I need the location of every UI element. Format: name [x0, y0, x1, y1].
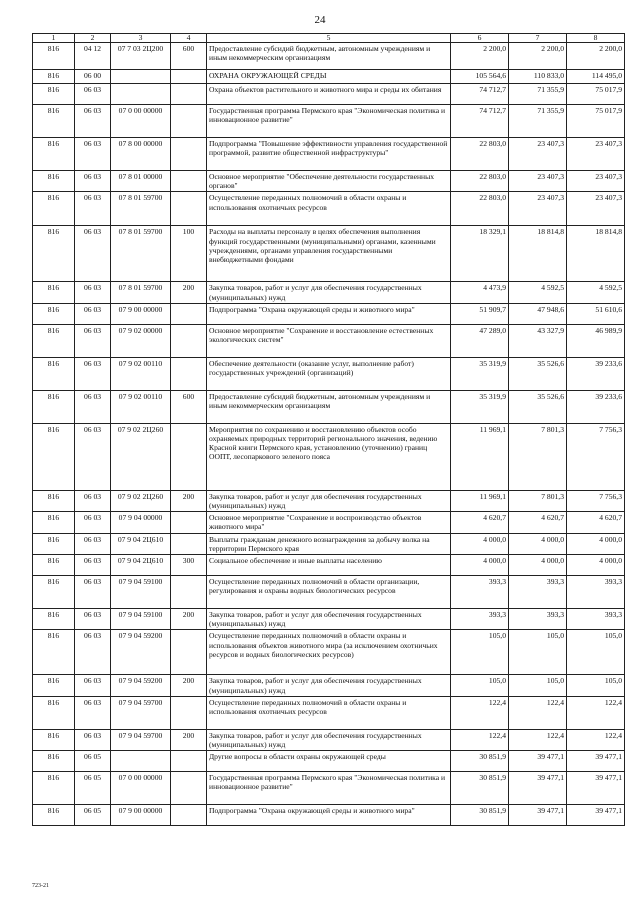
grbs-code-cell: 816: [33, 282, 75, 303]
amount-year1-cell: 22 803,0: [451, 192, 509, 226]
amount-year3-cell: 23 407,3: [567, 192, 625, 226]
section-code-cell: 04 12: [75, 43, 111, 70]
amount-year1-cell: 35 319,9: [451, 390, 509, 423]
target-article-cell: 07 9 02 00110: [111, 357, 171, 390]
grbs-code-cell: 816: [33, 772, 75, 805]
amount-year2-cell: 4 620,7: [509, 512, 567, 533]
section-code-cell: 06 03: [75, 696, 111, 729]
amount-year2-cell: 393,3: [509, 576, 567, 609]
section-code-cell: 06 03: [75, 630, 111, 675]
amount-year2-cell: 23 407,3: [509, 171, 567, 192]
amount-year3-cell: 4 620,7: [567, 512, 625, 533]
description-cell: Другие вопросы в области охраны окружающей среды: [207, 751, 451, 772]
section-code-cell: 06 03: [75, 324, 111, 357]
description-cell: Основное мероприятие "Обеспечение деятельности государственных органов": [207, 171, 451, 192]
amount-year1-cell: 18 329,1: [451, 226, 509, 282]
grbs-code-cell: 816: [33, 138, 75, 171]
column-header: 2: [75, 34, 111, 43]
table-row: [33, 84, 625, 105]
expense-type-cell: 100: [171, 226, 207, 282]
amount-year3-cell: 39 477,1: [567, 805, 625, 826]
amount-year3-cell: 75 017,9: [567, 84, 625, 105]
amount-year3-cell: 114 495,0: [567, 70, 625, 84]
amount-year2-cell: 39 477,1: [509, 772, 567, 805]
description-cell: Предоставление субсидий бюджетным, автономным учреждениям и иным некоммерческим организациям: [207, 43, 451, 70]
amount-year3-cell: 105,0: [567, 630, 625, 675]
table-row: [33, 138, 625, 171]
table-row: [33, 390, 625, 423]
column-header: 3: [111, 34, 171, 43]
amount-year3-cell: 23 407,3: [567, 171, 625, 192]
grbs-code-cell: 816: [33, 576, 75, 609]
target-article-cell: 07 9 02 00110: [111, 390, 171, 423]
target-article-cell: 07 9 04 59200: [111, 630, 171, 675]
table-row: [33, 490, 625, 511]
amount-year1-cell: 11 969,1: [451, 423, 509, 490]
expense-type-cell: [171, 696, 207, 729]
expense-type-cell: 200: [171, 282, 207, 303]
amount-year2-cell: 4 000,0: [509, 533, 567, 554]
description-cell: Закупка товаров, работ и услуг для обеспечения государственных (муниципальных) нужд: [207, 490, 451, 511]
section-code-cell: 06 03: [75, 357, 111, 390]
description-cell: Осуществление переданных полномочий в области организации, регулирования и охраны водных биологических ресурсов: [207, 576, 451, 609]
amount-year2-cell: 7 801,3: [509, 423, 567, 490]
expense-type-cell: [171, 84, 207, 105]
description-cell: Осуществление переданных полномочий в области охраны и использования объектов животного мира (за исключением охотничьих ресурсов и водных биологических ресурсов): [207, 630, 451, 675]
amount-year2-cell: 4 000,0: [509, 555, 567, 576]
table-row: [33, 282, 625, 303]
amount-year3-cell: 39 233,6: [567, 390, 625, 423]
target-article-cell: 07 9 04 00000: [111, 512, 171, 533]
section-code-cell: 06 03: [75, 282, 111, 303]
section-code-cell: 06 03: [75, 576, 111, 609]
target-article-cell: 07 8 01 59700: [111, 282, 171, 303]
description-cell: Осуществление переданных полномочий в области охраны и использования охотничьих ресурсов: [207, 192, 451, 226]
expense-type-cell: [171, 171, 207, 192]
description-cell: Закупка товаров, работ и услуг для обеспечения государственных (муниципальных) нужд: [207, 282, 451, 303]
amount-year2-cell: 105,0: [509, 630, 567, 675]
expense-type-cell: 300: [171, 555, 207, 576]
grbs-code-cell: 816: [33, 192, 75, 226]
amount-year3-cell: 393,3: [567, 576, 625, 609]
expense-type-cell: [171, 805, 207, 826]
amount-year1-cell: 393,3: [451, 576, 509, 609]
description-cell: Расходы на выплаты персоналу в целях обеспечения выполнения функций государственными (муниципальными) органами, казенными учреждениями, органами управления государственными внебюджетными фондами: [207, 226, 451, 282]
amount-year1-cell: 11 969,1: [451, 490, 509, 511]
target-article-cell: 07 0 00 00000: [111, 105, 171, 138]
section-code-cell: 06 03: [75, 105, 111, 138]
description-cell: Социальное обеспечение и иные выплаты населению: [207, 555, 451, 576]
expense-type-cell: 200: [171, 609, 207, 630]
expense-type-cell: 600: [171, 390, 207, 423]
expense-type-cell: [171, 533, 207, 554]
amount-year2-cell: 23 407,3: [509, 138, 567, 171]
amount-year2-cell: 122,4: [509, 729, 567, 750]
grbs-code-cell: 816: [33, 84, 75, 105]
expense-type-cell: [171, 576, 207, 609]
amount-year3-cell: 75 017,9: [567, 105, 625, 138]
table-row: [33, 729, 625, 750]
grbs-code-cell: 816: [33, 490, 75, 511]
section-code-cell: 06 03: [75, 226, 111, 282]
amount-year1-cell: 47 289,0: [451, 324, 509, 357]
expense-type-cell: [171, 324, 207, 357]
target-article-cell: 07 9 04 2Ц610: [111, 555, 171, 576]
expense-type-cell: [171, 192, 207, 226]
section-code-cell: 06 03: [75, 423, 111, 490]
amount-year1-cell: 51 909,7: [451, 303, 509, 324]
section-code-cell: 06 03: [75, 609, 111, 630]
amount-year3-cell: 18 814,8: [567, 226, 625, 282]
amount-year2-cell: 110 833,0: [509, 70, 567, 84]
table-row: [33, 576, 625, 609]
page-number: 24: [314, 14, 326, 26]
amount-year1-cell: 30 851,9: [451, 805, 509, 826]
section-code-cell: 06 00: [75, 70, 111, 84]
amount-year3-cell: 122,4: [567, 696, 625, 729]
expense-type-cell: [171, 630, 207, 675]
amount-year2-cell: 105,0: [509, 675, 567, 696]
target-article-cell: 07 9 02 2Ц260: [111, 490, 171, 511]
section-code-cell: 06 03: [75, 512, 111, 533]
amount-year1-cell: 122,4: [451, 696, 509, 729]
section-code-cell: 06 05: [75, 772, 111, 805]
amount-year1-cell: 122,4: [451, 729, 509, 750]
target-article-cell: 07 9 02 00000: [111, 324, 171, 357]
section-code-cell: 06 03: [75, 729, 111, 750]
amount-year2-cell: 39 477,1: [509, 805, 567, 826]
grbs-code-cell: 816: [33, 805, 75, 826]
target-article-cell: 07 8 01 59700: [111, 192, 171, 226]
amount-year1-cell: 2 200,0: [451, 43, 509, 70]
section-code-cell: 06 03: [75, 675, 111, 696]
description-cell: Закупка товаров, работ и услуг для обеспечения государственных (муниципальных) нужд: [207, 675, 451, 696]
amount-year3-cell: 39 233,6: [567, 357, 625, 390]
target-article-cell: 07 9 04 59700: [111, 696, 171, 729]
section-code-cell: 06 05: [75, 805, 111, 826]
description-cell: Основное мероприятие "Сохранение и восстановление естественных экологических систем": [207, 324, 451, 357]
amount-year2-cell: 23 407,3: [509, 192, 567, 226]
target-article-cell: 07 9 02 2Ц260: [111, 423, 171, 490]
table-row: [33, 772, 625, 805]
target-article-cell: [111, 751, 171, 772]
amount-year2-cell: 47 948,6: [509, 303, 567, 324]
expense-type-cell: 200: [171, 729, 207, 750]
grbs-code-cell: 816: [33, 43, 75, 70]
amount-year2-cell: 2 200,0: [509, 43, 567, 70]
section-code-cell: 06 03: [75, 138, 111, 171]
grbs-code-cell: 816: [33, 226, 75, 282]
expense-type-cell: [171, 105, 207, 138]
amount-year3-cell: 105,0: [567, 675, 625, 696]
amount-year1-cell: 105,0: [451, 675, 509, 696]
amount-year3-cell: 23 407,3: [567, 138, 625, 171]
target-article-cell: 07 7 03 2Ц200: [111, 43, 171, 70]
grbs-code-cell: 816: [33, 512, 75, 533]
description-cell: Обеспечение деятельности (оказание услуг, выполнение работ) государственных учреждений (организаций): [207, 357, 451, 390]
table-row: [33, 423, 625, 490]
grbs-code-cell: 816: [33, 533, 75, 554]
column-header-row: [33, 34, 625, 43]
grbs-code-cell: 816: [33, 751, 75, 772]
target-article-cell: 07 8 00 00000: [111, 138, 171, 171]
target-article-cell: 07 9 04 59100: [111, 576, 171, 609]
table-row: [33, 805, 625, 826]
table-row: [33, 675, 625, 696]
table-row: [33, 324, 625, 357]
grbs-code-cell: 816: [33, 357, 75, 390]
table-row: [33, 533, 625, 554]
grbs-code-cell: 816: [33, 303, 75, 324]
target-article-cell: 07 8 01 00000: [111, 171, 171, 192]
description-cell: Подпрограмма "Повышение эффективности управления государственной программой, развитие общественной инфраструктуры": [207, 138, 451, 171]
table-row: [33, 43, 625, 70]
grbs-code-cell: 816: [33, 630, 75, 675]
amount-year3-cell: 4 592,5: [567, 282, 625, 303]
amount-year3-cell: 2 200,0: [567, 43, 625, 70]
amount-year1-cell: 393,3: [451, 609, 509, 630]
amount-year2-cell: 122,4: [509, 696, 567, 729]
grbs-code-cell: 816: [33, 324, 75, 357]
footer-code: 723-21: [32, 883, 49, 889]
table-row: [33, 226, 625, 282]
amount-year2-cell: 71 355,9: [509, 84, 567, 105]
table-row: [33, 192, 625, 226]
amount-year2-cell: 7 801,3: [509, 490, 567, 511]
column-header: 5: [207, 34, 451, 43]
amount-year2-cell: 393,3: [509, 609, 567, 630]
amount-year2-cell: 71 355,9: [509, 105, 567, 138]
description-cell: Подпрограмма "Охрана окружающей среды и животного мира": [207, 303, 451, 324]
column-header: 8: [567, 34, 625, 43]
table-row: [33, 609, 625, 630]
table-row: [33, 357, 625, 390]
amount-year2-cell: 35 526,6: [509, 357, 567, 390]
amount-year1-cell: 30 851,9: [451, 772, 509, 805]
grbs-code-cell: 816: [33, 105, 75, 138]
amount-year2-cell: 18 814,8: [509, 226, 567, 282]
description-cell: Государственная программа Пермского края "Экономическая политика и инновационное развитие": [207, 772, 451, 805]
amount-year1-cell: 4 000,0: [451, 555, 509, 576]
amount-year1-cell: 22 803,0: [451, 171, 509, 192]
table-row: [33, 555, 625, 576]
amount-year3-cell: 39 477,1: [567, 772, 625, 805]
grbs-code-cell: 816: [33, 390, 75, 423]
description-cell: Закупка товаров, работ и услуг для обеспечения государственных (муниципальных) нужд: [207, 609, 451, 630]
grbs-code-cell: 816: [33, 70, 75, 84]
expense-type-cell: [171, 70, 207, 84]
section-code-cell: 06 03: [75, 533, 111, 554]
description-cell: Осуществление переданных полномочий в области охраны и использования охотничьих ресурсов: [207, 696, 451, 729]
description-cell: Выплаты гражданам денежного вознаграждения за добычу волка на территории Пермского края: [207, 533, 451, 554]
table-row: [33, 303, 625, 324]
table-row: [33, 171, 625, 192]
expense-type-cell: 200: [171, 675, 207, 696]
amount-year3-cell: 51 610,6: [567, 303, 625, 324]
description-cell: Мероприятия по сохранению и восстановлению объектов особо охраняемых природных территорий регионального значения, ведению Красной книги Пермского края, установлению (уточнению) границ ООПТ, лесопаркового зеленого пояса: [207, 423, 451, 490]
target-article-cell: 07 9 04 2Ц610: [111, 533, 171, 554]
description-cell: Охрана объектов растительного и животного мира и среды их обитания: [207, 84, 451, 105]
section-code-cell: 06 03: [75, 555, 111, 576]
amount-year1-cell: 74 712,7: [451, 84, 509, 105]
column-header: 4: [171, 34, 207, 43]
section-code-cell: 06 03: [75, 171, 111, 192]
amount-year1-cell: 74 712,7: [451, 105, 509, 138]
expense-type-cell: [171, 357, 207, 390]
amount-year2-cell: 39 477,1: [509, 751, 567, 772]
section-code-cell: 06 03: [75, 192, 111, 226]
expense-type-cell: [171, 772, 207, 805]
description-cell: Основное мероприятие "Сохранение и воспроизводство объектов животного мира": [207, 512, 451, 533]
amount-year3-cell: 4 000,0: [567, 555, 625, 576]
target-article-cell: 07 9 00 00000: [111, 805, 171, 826]
grbs-code-cell: 816: [33, 609, 75, 630]
section-code-cell: 06 03: [75, 490, 111, 511]
amount-year3-cell: 7 756,3: [567, 423, 625, 490]
column-header: 7: [509, 34, 567, 43]
description-cell: ОХРАНА ОКРУЖАЮЩЕЙ СРЕДЫ: [207, 70, 451, 84]
amount-year1-cell: 105 564,6: [451, 70, 509, 84]
expense-type-cell: [171, 423, 207, 490]
column-header: 1: [33, 34, 75, 43]
amount-year3-cell: 122,4: [567, 729, 625, 750]
expense-type-cell: [171, 512, 207, 533]
amount-year2-cell: 35 526,6: [509, 390, 567, 423]
section-code-cell: 06 03: [75, 390, 111, 423]
target-article-cell: 07 9 04 59700: [111, 729, 171, 750]
expense-type-cell: 600: [171, 43, 207, 70]
amount-year1-cell: 22 803,0: [451, 138, 509, 171]
table-row: [33, 630, 625, 675]
section-code-cell: 06 05: [75, 751, 111, 772]
expense-type-cell: [171, 303, 207, 324]
grbs-code-cell: 816: [33, 171, 75, 192]
table-row: [33, 105, 625, 138]
amount-year3-cell: 393,3: [567, 609, 625, 630]
target-article-cell: 07 9 00 00000: [111, 303, 171, 324]
column-header: 6: [451, 34, 509, 43]
grbs-code-cell: 816: [33, 696, 75, 729]
description-cell: Государственная программа Пермского края "Экономическая политика и инновационное развитие": [207, 105, 451, 138]
section-code-cell: 06 03: [75, 84, 111, 105]
grbs-code-cell: 816: [33, 423, 75, 490]
amount-year1-cell: 105,0: [451, 630, 509, 675]
budget-table: [32, 33, 625, 826]
amount-year1-cell: 35 319,9: [451, 357, 509, 390]
expense-type-cell: [171, 751, 207, 772]
amount-year3-cell: 7 756,3: [567, 490, 625, 511]
amount-year1-cell: 4 000,0: [451, 533, 509, 554]
grbs-code-cell: 816: [33, 555, 75, 576]
expense-type-cell: 200: [171, 490, 207, 511]
table-row: [33, 751, 625, 772]
amount-year3-cell: 46 989,9: [567, 324, 625, 357]
table-row: [33, 70, 625, 84]
amount-year1-cell: 30 851,9: [451, 751, 509, 772]
grbs-code-cell: 816: [33, 675, 75, 696]
description-cell: Подпрограмма "Охрана окружающей среды и животного мира": [207, 805, 451, 826]
description-cell: Предоставление субсидий бюджетным, автономным учреждениям и иным некоммерческим организациям: [207, 390, 451, 423]
target-article-cell: [111, 70, 171, 84]
target-article-cell: 07 8 01 59700: [111, 226, 171, 282]
description-cell: Закупка товаров, работ и услуг для обеспечения государственных (муниципальных) нужд: [207, 729, 451, 750]
amount-year1-cell: 4 620,7: [451, 512, 509, 533]
target-article-cell: 07 9 04 59200: [111, 675, 171, 696]
amount-year3-cell: 4 000,0: [567, 533, 625, 554]
target-article-cell: 07 9 04 59100: [111, 609, 171, 630]
target-article-cell: 07 0 00 00000: [111, 772, 171, 805]
table-row: [33, 696, 625, 729]
section-code-cell: 06 03: [75, 303, 111, 324]
table-row: [33, 512, 625, 533]
expense-type-cell: [171, 138, 207, 171]
target-article-cell: [111, 84, 171, 105]
amount-year2-cell: 4 592,5: [509, 282, 567, 303]
grbs-code-cell: 816: [33, 729, 75, 750]
amount-year1-cell: 4 473,9: [451, 282, 509, 303]
amount-year2-cell: 43 327,9: [509, 324, 567, 357]
amount-year3-cell: 39 477,1: [567, 751, 625, 772]
